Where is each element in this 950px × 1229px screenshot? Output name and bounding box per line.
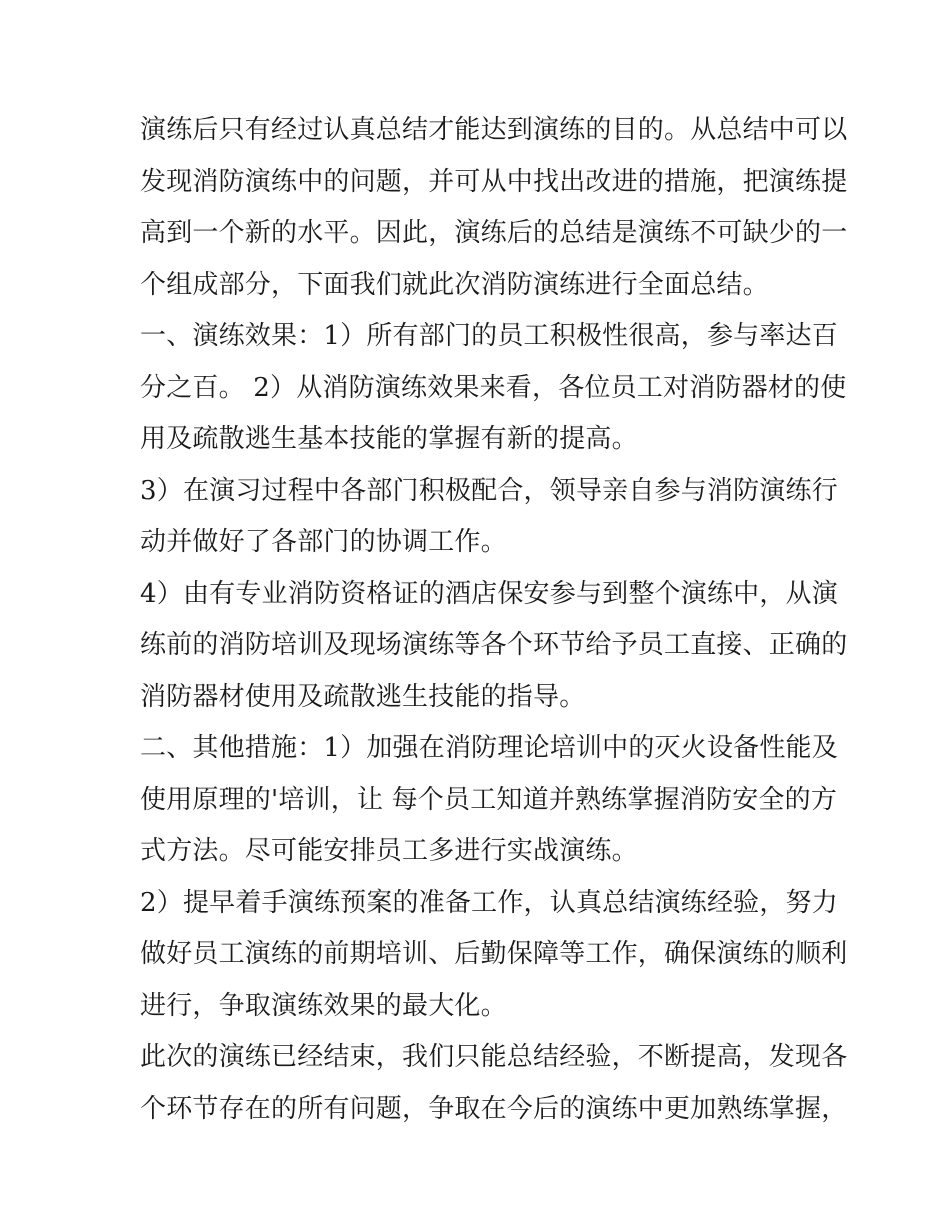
text-line: 此次的演练已经结束，我们只能总结经验，不断提高，发现各 [140, 1042, 848, 1072]
text-line: 动并做好了各部门的协调工作。 [140, 527, 507, 557]
text-line: 进行，争取演练效果的最大化。 [140, 990, 507, 1021]
text-line: 4）由有专业消防资格证的酒店保安参与到整个演练中，从演 [140, 578, 838, 609]
text-line: 使用原理的'培训，让 每个员工知道并熟练掌握消防安全的方 [140, 784, 838, 815]
text-line: 个环节存在的所有问题，争取在今后的演练中更加熟练掌握， [140, 1093, 848, 1124]
text-line: 式方法。尽可能安排员工多进行实战演练。 [140, 836, 638, 866]
text-line: 练前的消防培训及现场演练等各个环节给予员工直接、正确的 [140, 630, 848, 660]
document-body [140, 105, 848, 1135]
text-line: 发现消防演练中的问题，并可从中找出改进的措施，把演练提 [140, 166, 848, 197]
text-line: 做好员工演练的前期培训、后勤保障等工作，确保演练的顺利 [140, 939, 848, 969]
text-line: 消防器材使用及疏散逃生技能的指导。 [140, 681, 586, 712]
text-line: 用及疏散逃生基本技能的掌握有新的提高。 [140, 424, 638, 454]
text-line: 一、演练效果：1）所有部门的员工积极性很高，参与率达百 [140, 321, 838, 351]
text-line: 二、其他措施：1）加强在消防理论培训中的灭火设备性能及 [140, 733, 838, 763]
text-line: 3）在演习过程中各部门积极配合，领导亲自参与消防演练行 [140, 475, 838, 506]
text-line: 高到一个新的水平。因此，演练后的总结是演练不可缺少的一 [140, 218, 848, 248]
text-line: 分之百。 2）从消防演练效果来看，各位员工对消防器材的使 [140, 372, 847, 403]
text-line: 演练后只有经过认真总结才能达到演练的目的。从总结中可以 [140, 115, 848, 145]
text-line: 2）提早着手演练预案的准备工作，认真总结演练经验，努力 [140, 887, 838, 918]
text-line: 个组成部分，下面我们就此次消防演练进行全面总结。 [140, 269, 769, 300]
